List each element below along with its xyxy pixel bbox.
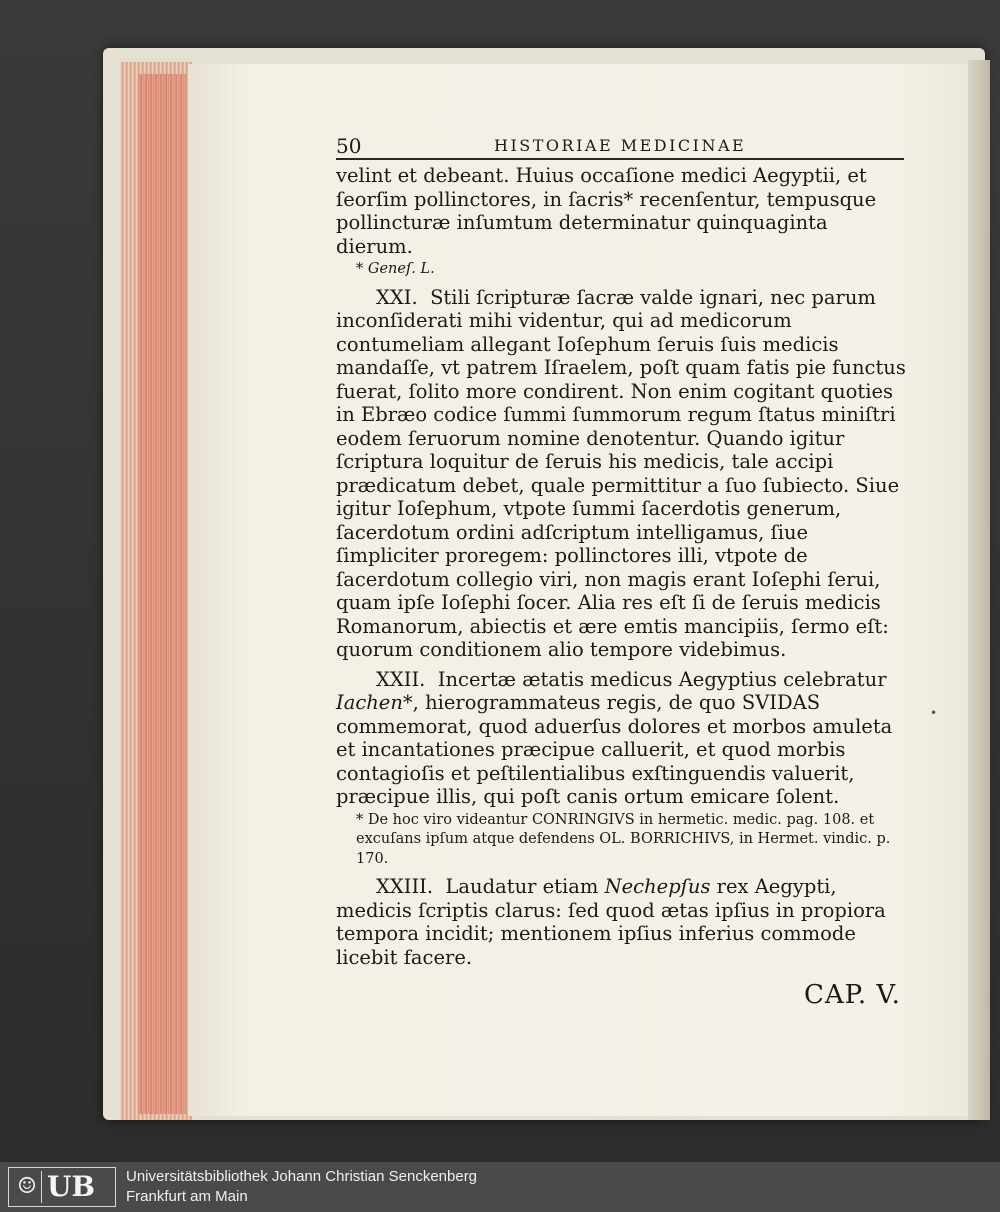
paragraph-xxi-text: Stili ſcripturæ ſacræ valde ignari, nec parum inconſiderati mihi videntur, qui ad medicorum contumeliam allegant Ioſephum ſeruis ſuis medicis mandaſſe, vt patrem Iſraelem, poſt quam fatis pie functus fuerat, ſolito more condirent. Non enim cogitant quoties in Ebræo codice ſummi ſummorum regum ſtatus miniſtri eodem ſeruorum nomine denotentur. Quando igitur ſcriptura loquitur de ſeruis his medicis, tale accipi prædicatum debet, quale permittitur a ſuo ſubiecto. Siue igitur Ioſephum, vtpote ſummi ſacerdotis generum, ſacerdotum ordini adſcriptum intelligamus, ſiue ſimpliciter proregem: pollinctores illi, vtpote de ſacerdotum collegio viri, non magis erant Ioſephi ſerui, quam ipſe Ioſephi ſocer. Alia res eſt ſi de ſeruis medicis Romanorum, abiectis et ære emtis mancipiis, ſermo eſt: quorum conditionem alio tempore videbimus. <box>336 285 906 661</box>
running-head <box>336 134 906 158</box>
section-number-xxi: XXI. <box>376 285 418 309</box>
header-rule <box>336 158 904 160</box>
paragraph-xxiii-text-a: Laudatur etiam <box>445 875 599 898</box>
page-edges <box>120 62 192 1120</box>
running-title: HISTORIAE MEDICINAE <box>494 136 747 155</box>
portrait-icon: ☺ <box>13 1171 42 1203</box>
paragraph-xxi <box>336 286 908 662</box>
page-right-edge <box>968 60 990 1120</box>
paragraph-xxiii <box>336 875 908 969</box>
library-city: Frankfurt am Main <box>126 1188 248 1205</box>
library-logo[interactable] <box>8 1167 116 1207</box>
catchword: CAP. V. <box>804 980 901 1010</box>
paragraph-xxii-text-a: Incertæ ætatis medicus Aegyptius celebratur <box>437 667 887 691</box>
footnote-genesis: * Geneſ. L. <box>356 261 435 277</box>
page-text <box>336 164 908 969</box>
footnote-conringius: * De hoc viro videantur CONRINGIVS in hermetic. medic. pag. 108. et excuſans ipſum atque defendens OL. BORRICHIVS, in Hermet. vindic. p. 170. <box>356 811 891 867</box>
logo-text: UB <box>47 1170 96 1203</box>
paragraph-continued: velint et debeant. Huius occaſione medici Aegyptii, et ſeorſim pollinctores, in ſacris* recenſentur, tempusque pollincturæ inſumtum determinatur quinquaginta dierum. <box>336 164 877 258</box>
red-edge <box>138 74 186 1114</box>
footer-bar <box>0 1162 1000 1212</box>
margin-mark: • <box>930 706 938 720</box>
paragraph-xxiii-text-b: rex Aegypti, medicis ſcriptis clarus: ſed quod ætas ipſius in propiora tempora incidit; mentionem ipſius inferius commode licebit facere. <box>336 875 886 969</box>
section-number-xxii: XXII. <box>376 667 426 691</box>
page-number: 50 <box>336 134 362 158</box>
section-number-xxiii: XXIII. <box>376 875 434 898</box>
paragraph-xxii <box>336 668 908 809</box>
name-nechepsus: Nechepſus <box>604 875 711 898</box>
library-name: Universitätsbibliothek Johann Christian Senckenberg <box>126 1168 478 1185</box>
paragraph-xxii-text-b: *, hierogrammateus regis, de quo SVIDAS commemorat, quod aduerſus dolores et morbos amuleta et incantationes præcipue calluerit, et quod morbis contagioſis et peſtilentialibus exſtinguendis valuerit, præcipue illis, qui poſt canis ortum emicare ſolent. <box>336 691 893 808</box>
name-iachen: Iachen <box>336 691 403 714</box>
